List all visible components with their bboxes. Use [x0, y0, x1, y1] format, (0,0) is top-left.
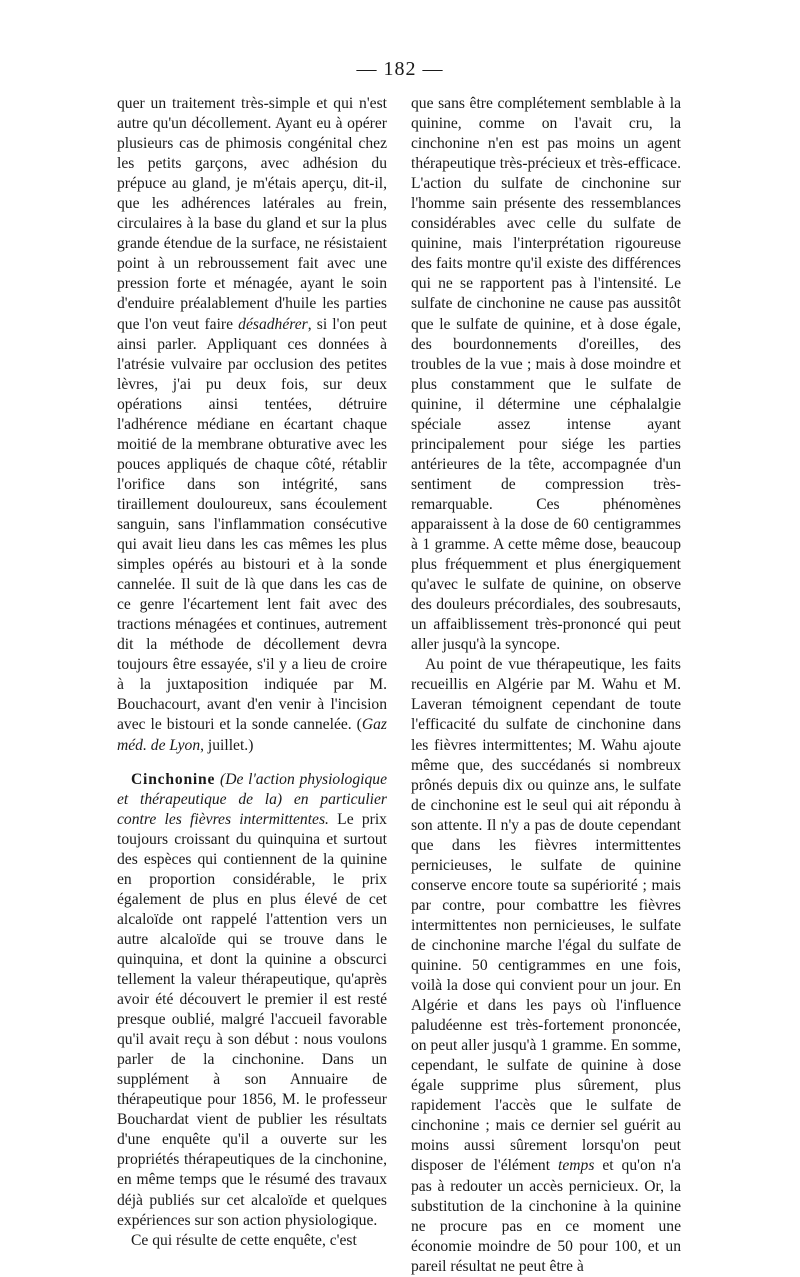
right-column [411, 94, 681, 1277]
source-citation: Gaz méd. de Lyon [117, 716, 387, 754]
italic-term: temps [558, 1157, 595, 1175]
paragraph: Ce qui résulte de cette enquête, c'est [131, 1231, 357, 1249]
section-heading: Cinchonine [131, 770, 216, 788]
text-run: quer un traitement très-simple et qui n'est autre qu'un décollement. Ayant eu à opérer plusieurs cas de phimosis congénital chez les petits garçons, avec adhésion du prépuce au gland, je m'étais aperçu, dit-il, que les adhérences latérales au frein, circulaires à la base du gland et sur la plus grande étendue de la surface, ne résistaient point à un rebroussement fait avec une pression forte et ménagée, ayant le soin d'enduire préalablement d'huile les parties que l'on veut faire [117, 95, 387, 333]
text-run: et qu'on n'a pas à redouter un accès pernicieux. Or, la substitution de la cinchonine à la quinine ne procure pas en ce moment une économie moindre de 50 pour 100, et un pareil résultat ne peut être à [411, 1157, 681, 1275]
text-run: Au point de vue thérapeutique, les faits recueillis en Algérie par M. Wahu et M. Laveran témoignent cependant de toute l'efficacité du sulfate de cinchonine dans les fièvres intermittentes; M. Wahu ajoute même que, des succédanés si nombreux prônés depuis dix ou quinze ans, le sulfate de cinchonine est le seul qui ait répondu à son attente. Il n'y a pas de doute cependant que dans les fièvres intermittentes pernicieuses, le sulfate de quinine conserve encore toute sa supériorité ; mais par contre, pour combattre les fièvres intermittentes non pernicieuses, le sulfate de cinchonine marche l'égal du sulfate de quinine. 50 centigrammes en une fois, voilà la dose qui convient pour un jour. En Algérie et dans les pays où l'influence paludéenne est très-fortement prononcée, on peut aller jusqu'à 1 gramme. En somme, cependant, le sulfate de quinine à dose égale supprime plus sûrement, plus rapidement l'accès que le sulfate de cinchonine ; mais ce dernier sel guérit au moins aussi sûrement lorsqu'on peut disposer de l'élément [411, 656, 682, 1175]
paragraph: que sans être complétement semblable à la quinine, comme on l'avait cru, la cinchonine n'en est pas moins un agent thérapeutique très-précieux et très-efficace. L'action du sulfate de cinchonine sur l'homme sain présente des ressemblances considérables avec celle du sulfate de quinine, mais l'interprétation rigoureuse des faits montre qu'il existe des différences qui ne se rapportent pas à l'intensité. Le sulfate de cinchonine ne cause pas aussitôt que le sulfate de quinine, et à dose égale, des bourdonnements d'oreilles, des troubles de la vue ; mais à dose moindre et plus constamment que le sulfate de quinine, il détermine une céphalalgie spéciale assez intense ayant principalement pour siége les parties antérieures de la tête, accompagnée d'un sentiment de compression très-remarquable. Ces phénomènes apparaissent à la dose de 60 centigrammes à 1 gramme. A cette même dose, beaucoup plus fréquemment et plus énergiquement qu'avec le sulfate de quinine, on observe des douleurs précordiales, des soubresauts, un affaiblissement très-prononcé qui peut aller jusqu'à la syncope. [411, 95, 681, 654]
section-paragraph [117, 770, 387, 1231]
left-column [117, 94, 387, 1251]
paragraph [117, 94, 387, 756]
text-run: , si l'on peut ainsi parler. Appliquant ces données à l'atrésie vulvaire par occlusion des petites lèvres, j'ai pu deux fois, sur deux opérations ainsi tentées, détruire l'adhérence médiane en écartant chaque moitié de la membrane obturative avec les pouces appliqués de chaque côté, rétablir l'orifice dans son intégrité, sans tiraillement douloureux, sans écoulement sanguin, sans l'inflammation consécutive qui avait lieu dans les cas mêmes les plus simples opérés au bistouri et à la sonde cannelée. Il suit de là que dans les cas de ce genre l'écartement lent fait avec des tractions ménagées et continues, autrement dit la méthode de décollement devra toujours être essayée, s'il y a lieu de croire à la juxtaposition indiquée par M. Bouchacourt, avant d'en venir à l'incision avec le bistouri et la sonde cannelée. ( [117, 315, 387, 734]
page-number: — 182 — [356, 58, 444, 80]
text-run: Le prix toujours croissant du quinquina et surtout des espèces qui contiennent de la quinine en proportion considérable, le prix également de plus en plus élevé de cet alcaloïde ont rappelé l'attention vers un autre alcaloïde qui se trouve dans le quinquina, et dont la quinine a obscurci tellement la valeur thérapeutique, qu'après avoir été découvert le premier il est resté presque oublié, malgré l'accueil favorable qu'il avait reçu à son début : nous voulons parler de la cinchonine. Dans un supplément à son Annuaire de thérapeutique pour 1856, M. le professeur Bouchardat vient de publier les résultats d'une enquête qu'il a ouverte sur les propriétés thérapeutiques de la cinchonine, en même temps que le résumé des travaux déjà publiés sur cet alcaloïde et quelques expériences sur son action physiologique. [117, 810, 387, 1229]
italic-term: désadhérer [238, 315, 308, 333]
text-run: , juillet.) [200, 736, 254, 754]
paragraph [411, 655, 681, 1276]
section-subtitle: (De l'action physiologique et thérapeutique de la) en particulier contre les fièvres intermittentes. [117, 770, 387, 828]
